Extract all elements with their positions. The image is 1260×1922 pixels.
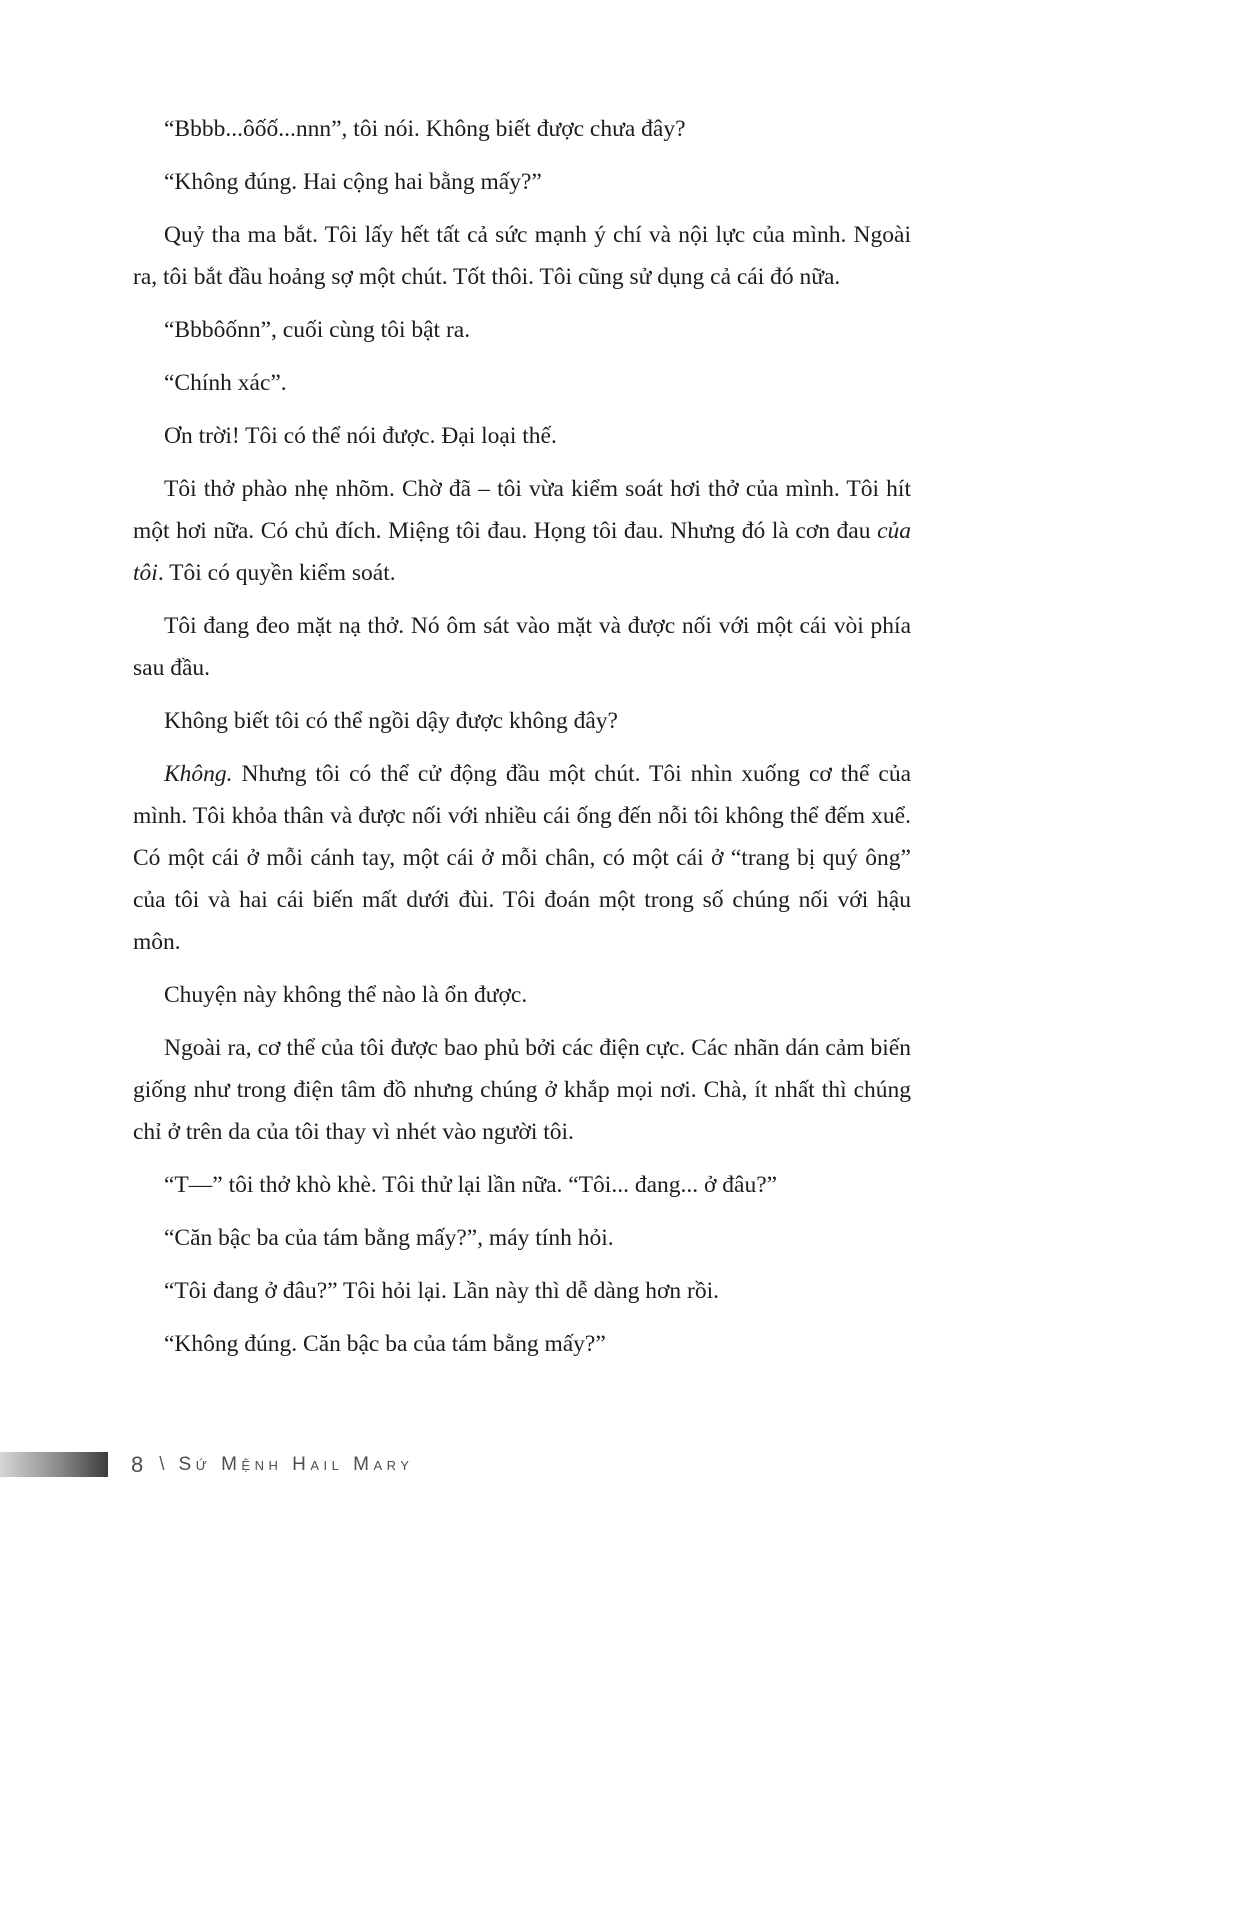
text-run: “Bbbb...ôốố...nnn”, tôi nói. Không biết được chưa đây? [164, 116, 686, 142]
paragraph [133, 161, 911, 203]
footer-decoration-bar [0, 1452, 108, 1477]
text-run: Ngoài ra, cơ thể của tôi được bao phủ bởi các điện cực. Các nhãn dán cảm biến giống như trong điện tâm đồ nhưng chúng ở khắp mọi nơi. Chà, ít nhất thì chúng chỉ ở trên da của tôi thay vì nhét vào người tôi. [133, 1035, 911, 1145]
text-run: Ơn trời! Tôi có thể nói được. Đại loại thế. [164, 423, 557, 449]
text-run: Quỷ tha ma bắt. Tôi lấy hết tất cả sức mạnh ý chí và nội lực của mình. Ngoài ra, tôi bắt đầu hoảng sợ một chút. Tốt thôi. Tôi cũng sử dụng cả cái đó nữa. [133, 222, 911, 290]
paragraph [133, 468, 911, 594]
page-number: 8 [131, 1452, 146, 1477]
text-run: “T—” tôi thở khò khè. Tôi thử lại lần nữa. “Tôi... đang... ở đâu?” [164, 1172, 778, 1198]
text-run: “Bbbôốnn”, cuối cùng tôi bật ra. [164, 317, 471, 343]
paragraph [133, 214, 911, 298]
text-run: “Tôi đang ở đâu?” Tôi hỏi lại. Lần này thì dễ dàng hơn rồi. [164, 1278, 719, 1304]
body-text [133, 108, 911, 1376]
text-run: “Không đúng. Căn bậc ba của tám bằng mấy?” [164, 1331, 606, 1357]
paragraph [133, 700, 911, 742]
paragraph [133, 1323, 911, 1365]
paragraph [133, 1217, 911, 1259]
text-run: Chuyện này không thể nào là ổn được. [164, 982, 528, 1008]
book-title: Sứ Mệnh Hail Mary [178, 1454, 414, 1475]
text-run: Tôi đang đeo mặt nạ thở. Nó ôm sát vào mặt và được nối với một cái vòi phía sau đầu. [133, 613, 911, 681]
paragraph [133, 974, 911, 1016]
footer-text [131, 1450, 413, 1480]
text-run: “Căn bậc ba của tám bằng mấy?”, máy tính hỏi. [164, 1225, 614, 1251]
paragraph [133, 362, 911, 404]
text-run: . Tôi có quyền kiểm soát. [157, 560, 396, 586]
text-run: “Không đúng. Hai cộng hai bằng mấy?” [164, 169, 542, 195]
paragraph [133, 1027, 911, 1153]
paragraph [133, 1164, 911, 1206]
footer-separator: \ [159, 1454, 165, 1475]
paragraph [133, 415, 911, 457]
page-footer [0, 1450, 1260, 1480]
text-run: Nhưng tôi có thể cử động đầu một chút. Tôi nhìn xuống cơ thể của mình. Tôi khỏa thân và được nối với nhiều cái ống đến nỗi tôi không thể đếm xuể. Có một cái ở mỗi cánh tay, một cái ở mỗi chân, có một cái ở “trang bị quý ông” của tôi và hai cái biến mất dưới đùi. Tôi đoán một trong số chúng nối với hậu môn. [133, 761, 911, 955]
paragraph [133, 1270, 911, 1312]
italic-text-run: của tôi [133, 518, 911, 586]
paragraph [133, 108, 911, 150]
text-run: Tôi thở phào nhẹ nhõm. Chờ đã – tôi vừa kiểm soát hơi thở của mình. Tôi hít một hơi nữa. Có chủ đích. Miệng tôi đau. Họng tôi đau. Nhưng đó là cơn đau [133, 476, 911, 544]
italic-text-run: Không. [164, 761, 233, 787]
paragraph [133, 753, 911, 963]
paragraph [133, 309, 911, 351]
text-run: “Chính xác”. [164, 370, 287, 396]
text-run: Không biết tôi có thể ngồi dậy được không đây? [164, 708, 618, 734]
paragraph [133, 605, 911, 689]
